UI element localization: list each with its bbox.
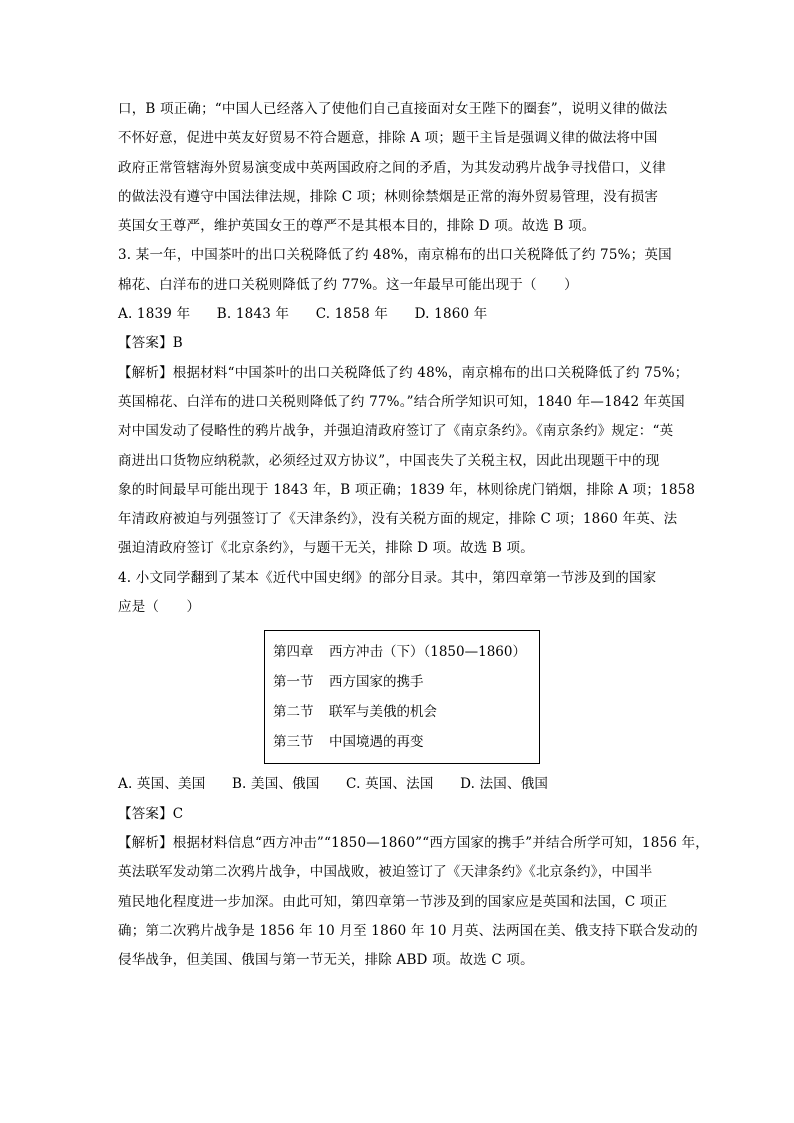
toc-title: 西方国家的携手 xyxy=(329,674,424,691)
analysis-line: 确；第二次鸦片战争是 1856 年 10 月至 1860 年 10 月英、法两国在美、俄支持下联合发动的 xyxy=(118,922,698,939)
option-c: C. 1858 年 xyxy=(315,306,389,323)
toc-section-label: 第二节 xyxy=(273,704,314,721)
text-line: 的做法没有遵守中国法律法规，排除 C 项；林则徐禁烟是正常的海外贸易管理，没有损害 xyxy=(118,188,659,205)
option-d: D. 1860 年 xyxy=(414,306,488,323)
analysis-line: 殖民地化程度进一步加深。由此可知，第四章第一节涉及到的国家应是英国和法国，C 项正 xyxy=(118,893,668,910)
toc-row xyxy=(273,667,539,697)
analysis-line: 英法联军发动第二次鸦片战争，中国战败，被迫签订了《天津条约》《北京条约》，中国半 xyxy=(118,864,653,881)
analysis-line: 象的时间最早可能出现于 1843 年，B 项正确；1839 年，林则徐虎门销烟，排除 A 项；1858 xyxy=(118,481,696,498)
question-stem: 棉花、白洋布的进口关税则降低了约 77%。这一年最早可能出现于（ ） xyxy=(118,276,578,293)
analysis-line: 【解析】根据材料信息“西方冲击”“1850—1860”“西方国家的携手”并结合所学可知，1856 年， xyxy=(118,834,709,851)
question-3 xyxy=(118,241,696,563)
option-c: C. 英国、法国 xyxy=(346,776,434,793)
answer-label: 【答案】B xyxy=(118,335,183,352)
text-line: 政府正常管辖海外贸易演变成中英两国政府之间的矛盾，为其发动鸦片战争寻找借口，义律 xyxy=(118,159,666,176)
analysis-line: 【解析】根据材料“中国茶叶的出口关税降低了约 48%，南京棉布的出口关税降低了约 75%； xyxy=(118,364,689,381)
option-a: A. 1839 年 xyxy=(118,306,191,323)
answer-label: 【答案】C xyxy=(118,805,184,822)
toc-title: 西方冲击（下）（1850—1860） xyxy=(329,644,526,661)
text-line: 口，B 项正确；“中国人已经落入了使他们自己直接面对女王陛下的圈套”，说明义律的做法 xyxy=(118,101,668,117)
option-a: A. 英国、美国 xyxy=(118,776,206,793)
question-stem: 4. 小文同学翻到了某本《近代中国史纲》的部分目录。其中，第四章第一节涉及到的国家 xyxy=(118,569,657,586)
table-of-contents-box xyxy=(264,630,540,764)
question-4 xyxy=(118,564,709,976)
analysis-line: 商进出口货物应纳税款，必须经过双方协议”，中国丧失了关税主权，因此出现题干中的现 xyxy=(118,452,660,469)
toc-row xyxy=(273,637,539,667)
question-stem: 3. 某一年，中国茶叶的出口关税降低了约 48%，南京棉布的出口关税降低了约 75%；英国 xyxy=(118,247,672,264)
toc-section-label: 第一节 xyxy=(273,674,314,691)
option-b: B. 1843 年 xyxy=(216,306,290,323)
toc-section-label: 第三节 xyxy=(273,734,314,751)
toc-row xyxy=(273,697,539,727)
text-line: 不怀好意，促进中英友好贸易不符合题意，排除 A 项；题干主旨是强调义律的做法将中国 xyxy=(118,130,658,147)
toc-title: 联军与美俄的机会 xyxy=(329,704,437,721)
analysis-line: 对中国发动了侵略性的鸦片战争，并强迫清政府签订了《南京条约》。《南京条约》规定：“英 xyxy=(118,423,674,440)
options-row xyxy=(118,300,678,329)
intro-paragraph xyxy=(118,95,678,241)
toc-title: 中国境遇的再变 xyxy=(329,734,424,751)
analysis-line: 强迫清政府签订《北京条约》，与题干无关，排除 D 项。故选 B 项。 xyxy=(118,540,534,557)
option-b: B. 美国、俄国 xyxy=(231,776,320,793)
analysis-line: 侵华战争，但美国、俄国与第一节无关，排除 ABD 项。故选 C 项。 xyxy=(118,952,534,969)
toc-row xyxy=(273,727,539,757)
option-d: D. 法国、俄国 xyxy=(460,776,549,793)
document-page xyxy=(118,95,709,975)
text-line: 英国女王尊严，维护英国女王的尊严不是其根本目的，排除 D 项。故选 B 项。 xyxy=(118,218,596,235)
analysis-line: 年清政府被迫与列强签订了《天津条约》，没有关税方面的规定，排除 C 项；1860 年英、法 xyxy=(118,511,678,528)
question-stem: 应是（ ） xyxy=(118,599,201,616)
toc-chapter-label: 第四章 xyxy=(273,644,314,661)
analysis-line: 英国棉花、白洋布的进口关税则降低了约 77%。”结合所学知识可知，1840 年—1842 年英国 xyxy=(118,393,685,410)
options-row xyxy=(118,770,678,799)
